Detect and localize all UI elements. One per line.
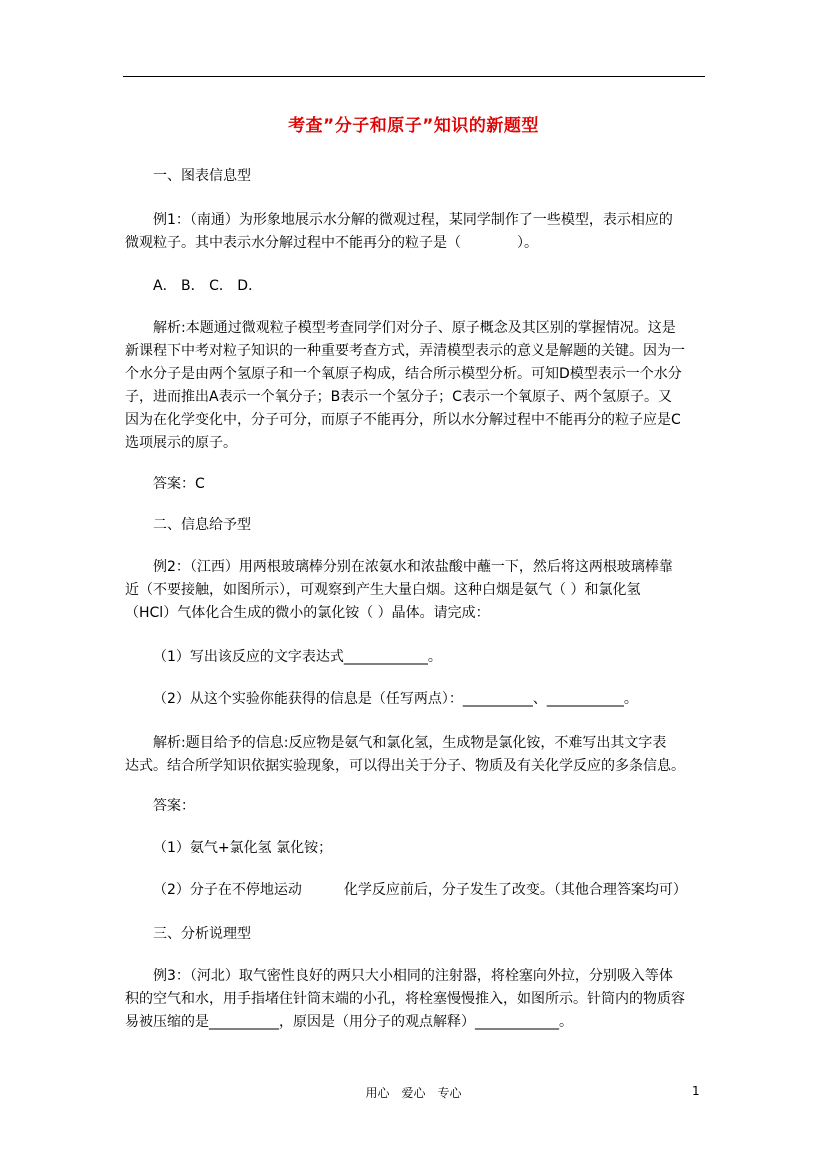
analysis-2-line-2: 达式。结合所学知识依据实验现象，可以得出关于分子、物质及有关化学反应的多条信息。 [125,758,685,774]
section-heading-2: 二、信息给予型 [153,517,251,533]
analysis-1-line-6: 选项展示的原子。 [125,435,237,451]
analysis-1-line-2: 新课程下中考对粒子知识的一种重要考查方式，弄清模型表示的意义是解题的关键。因为一 [125,343,685,359]
footer-motto: 用心 爱心 专心 [365,1086,462,1100]
analysis-1-line-4: 子，进而推出A表示一个氧分子；B表示一个氢分子；C表示一个氧原子、两个氢原子。又 [125,389,672,405]
example-2-question-1: （1）写出该反应的文字表达式____________。 [153,649,442,665]
example-2-question-2: （2）从这个实验你能获得的信息是（任写两点）：__________、___________。 [153,691,638,707]
example-3-line-1: 例3：（河北）取气密性良好的两只大小相同的注射器，将栓塞向外拉，分别吸入等体 [153,968,673,984]
answer-1: 答案：C [153,476,205,492]
analysis-2-line-1: 解析:题目给予的信息:反应物是氨气和氯化氢，生成物是氯化铵，不难写出其文字表 [153,735,667,751]
example-3-line-3: 易被压缩的是__________，原因是（用分子的观点解释）____________。 [125,1014,573,1030]
example-2-line-2: 近（不要接触，如图所示），可观察到产生大量白烟。这种白烟是氨气（ ）和氯化氢 [125,582,641,598]
analysis-1-line-1: 解析:本题通过微观粒子模型考查同学们对分子、原子概念及其区别的掌握情况。这是 [153,320,676,336]
example-1-line-1: 例1：（南通）为形象地展示水分解的微观过程，某同学制作了一些模型，表示相应的 [153,212,673,228]
example-3-line-2: 积的空气和水，用手指堵住针筒末端的小孔，将栓塞慢慢推入，如图所示。针筒内的物质容 [125,991,685,1007]
analysis-1-line-3: 个水分子是由两个氢原子和一个氧原子构成，结合所示模型分析。可知D模型表示一个水分 [125,366,682,382]
section-heading-3: 三、分析说理型 [153,926,251,942]
example-2-line-3: （HCl）气体化合生成的微小的氯化铵（ ）晶体。请完成： [125,605,490,621]
answer-2-label: 答案： [153,798,195,814]
header-rule [123,76,705,77]
example-1-line-2: 微观粒子。其中表示水分解过程中不能再分的粒子是（ ）。 [125,235,538,251]
page-title: 考查”分子和原子”知识的新题型 [288,116,539,136]
answer-2-item-2: （2）分子在不停地运动 化学反应前后，分子发生了改变。（其他合理答案均可） [153,882,687,898]
example-2-line-1: 例2：（江西）用两根玻璃棒分别在浓氨水和浓盐酸中蘸一下，然后将这两根玻璃棒靠 [153,559,673,575]
page-number: 1 [692,1084,700,1098]
answer-2-item-1: （1）氨气+氯化氢 氯化铵； [153,840,333,856]
section-heading-1: 一、图表信息型 [153,168,251,184]
example-1-options: A． B． C． D． [153,278,263,294]
analysis-1-line-5: 因为在化学变化中，分子可分，而原子不能再分，所以水分解过程中不能再分的粒子应是C [125,412,681,428]
